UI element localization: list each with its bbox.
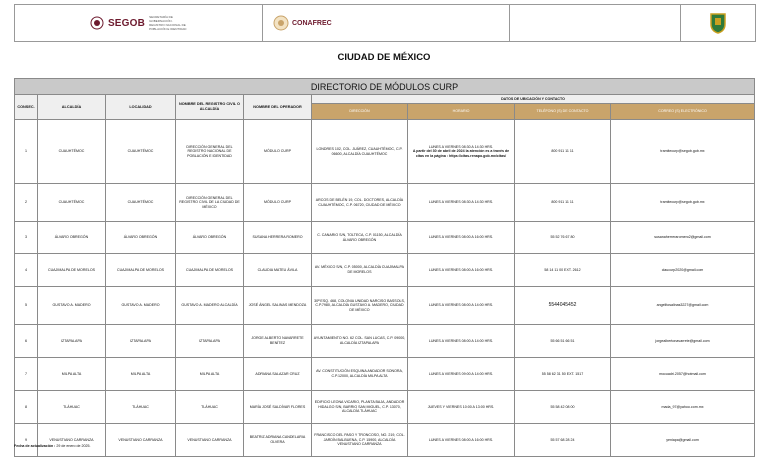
horario-text: LUNES A VIERNES 08:00 A 16:00 HRS.	[428, 437, 494, 442]
cell-direccion: AV. MÉXICO S/N, C.P. 05000, ALCALDÍA CUAJIMALPA DE MORELOS	[312, 254, 408, 287]
cell-direccion: AYUNTAMIENTO NO. 62 COL. SAN LUCAS, C.P. 09000, ALCALDÍA IZTAPALAPA	[312, 325, 408, 358]
cell-operador: MÓDULO CURP	[244, 120, 312, 184]
segob-logo-cell	[15, 5, 263, 41]
cell-correo[interactable]: susanaherreraromero2@gmail.com	[611, 222, 755, 254]
conafrec-wordmark: CONAFREC	[292, 19, 332, 27]
cell-alcaldia: ÁLVARO OBREGÓN	[38, 222, 106, 254]
cell-consec: 6	[15, 325, 38, 358]
col-localidad: LOCALIDAD	[106, 95, 176, 120]
horario-text: LUNES A VIERNES 08:30 A 14:30 HRS.	[428, 144, 494, 149]
empty-logo-cell	[510, 5, 681, 41]
logo-bar	[14, 4, 756, 42]
cell-direccion: C. CANARIO S/N, TOLTECA, C.P. 01150, ALCALDÍA ÁLVARO OBREGÓN	[312, 222, 408, 254]
col-correo: CORREO (S) ELECTRÓNICO	[611, 104, 755, 120]
update-date-value: 29 de enero de 2025.	[56, 444, 91, 448]
cell-alcaldia: CUAUHTÉMOC	[38, 184, 106, 222]
cell-consec: 7	[15, 358, 38, 391]
update-date-label: Fecha de actualización :	[14, 444, 56, 448]
cell-correo[interactable]: tramitecurp@segob.gob.mx	[611, 120, 755, 184]
cell-telefono: 55 58 62 31 50 EXT. 1517	[515, 358, 611, 391]
cell-telefono: 55 52 76 67 80	[515, 222, 611, 254]
cell-telefono: 55 57 68 28 24	[515, 424, 611, 457]
horario-text: LUNES A VIERNES 08:00 A 14:00 HRS.	[428, 303, 494, 308]
cell-telefono: 800 911 11 11	[515, 184, 611, 222]
cell-correo[interactable]: tramitecurp@segob.gob.mx	[611, 184, 755, 222]
cell-alcaldia: CUAJIMALPA DE MORELOS	[38, 254, 106, 287]
cell-correo[interactable]: mada_97@yahoo.com.mx	[611, 391, 755, 424]
cell-correo[interactable]: angelitosalinas3227@gmail.com	[611, 287, 755, 325]
table-row	[15, 120, 755, 184]
cell-registro: CUAJIMALPA DE MORELOS	[176, 254, 244, 287]
cell-localidad: IZTAPALAPA	[106, 325, 176, 358]
table-row	[15, 222, 755, 254]
cell-operador: ADRIANA SALAZAR CRUZ	[244, 358, 312, 391]
horario-note: A partir del 30 de abril de 2024 la atención es a través de citas en la página : https://citas.renapo.gob.mx/citas/	[412, 149, 510, 158]
cell-direccion: AV. CONSTITUCIÓN ESQUINA ANDADOR SONORA, C.P.12000, ALCALDÍA MILPA ALTA	[312, 358, 408, 391]
page-title: CIUDAD DE MÉXICO	[337, 52, 431, 63]
table-row	[15, 325, 755, 358]
cell-horario	[408, 424, 515, 457]
cell-alcaldia: TLÁHUAC	[38, 391, 106, 424]
segob-subtitle: SECRETARÍA DE GOBERNACIÓN · REGISTRO NACIONAL DE POBLACIÓN E IDENTIDAD	[149, 15, 187, 31]
table-row	[15, 391, 755, 424]
update-date-note	[14, 444, 91, 448]
conafrec-logo	[273, 15, 332, 31]
cell-localidad: ÁLVARO OBREGÓN	[106, 222, 176, 254]
cell-consec: 4	[15, 254, 38, 287]
cell-horario	[408, 358, 515, 391]
cell-telefono: 5544045452	[515, 287, 611, 325]
segob-wordmark: SEGOB	[107, 17, 146, 29]
cell-registro: GUSTAVO A. MADERO ALCALDÍA	[176, 287, 244, 325]
col-alcaldia: ALCALDÍA	[38, 95, 106, 120]
cdmx-shield-icon	[709, 12, 727, 34]
cell-horario	[408, 254, 515, 287]
cell-direccion: 30ª ESQ. 468, COLONIA UNIDAD NARCISO BASSOLS, C.P.7980, ALCALDÍA GUSTAVO A. MADERO, CIUDAD DE MÉXICO	[312, 287, 408, 325]
cell-alcaldia: MILPA ALTA	[38, 358, 106, 391]
cell-alcaldia: IZTAPALAPA	[38, 325, 106, 358]
cell-horario	[408, 325, 515, 358]
cell-consec: 2	[15, 184, 38, 222]
curp-directory-table	[14, 78, 755, 457]
table-row	[15, 254, 755, 287]
col-telefono: TELÉFONO (S) DE CONTACTO	[515, 104, 611, 120]
segob-logo	[90, 15, 187, 31]
cell-operador: BEATRIZ ADRIANA CANDELARIA OLVERA	[244, 424, 312, 457]
cell-telefono: 55 58 42 08 00	[515, 391, 611, 424]
cell-horario	[408, 184, 515, 222]
cell-consec: 9	[15, 424, 38, 457]
cell-direccion: FRANCISCO DEL PASO Y TRONCOSO, NO. 219, COL. JARDÍN BALBUENA, C.P. 15900, ALCALDÍA VENUSTIANO CARRANZA	[312, 424, 408, 457]
cell-horario	[408, 287, 515, 325]
cell-direccion: EDIFICIO LEONA VICARIO, PLANTA BAJA, ANDADOR HIDALGO S/N, BARRIO SAN MIGUEL, C.P. 13070, ALCALDÍA TLÁHUAC	[312, 391, 408, 424]
cell-direccion: LONDRES 102, COL. JUÁREZ, CUAUHTÉMOC, C.P. 06600, ALCALDÍA CUAUHTÉMOC	[312, 120, 408, 184]
cell-consec: 3	[15, 222, 38, 254]
cell-localidad: GUSTAVO A. MADERO	[106, 287, 176, 325]
cell-telefono: 58 14 11 00 EXT. 2612	[515, 254, 611, 287]
cell-operador: SUSANA HERRERA ROMERO	[244, 222, 312, 254]
col-operador: NOMBRE DEL OPERADOR	[244, 95, 312, 120]
horario-text: LUNES A VIERNES 08:00 A 14:00 HRS.	[428, 338, 494, 343]
cell-correo[interactable]: mocuadri.2057@hotmail.com	[611, 358, 755, 391]
cell-operador: CLAUDIA MATEU ÁVILA	[244, 254, 312, 287]
eagle-seal-icon	[90, 16, 104, 30]
cell-horario	[408, 222, 515, 254]
cell-operador: JOSÉ ÁNGEL SALINAS MENDOZA	[244, 287, 312, 325]
directory-heading: DIRECTORIO DE MÓDULOS CURP	[15, 79, 755, 95]
cell-telefono: 55 66 51 66 51	[515, 325, 611, 358]
table-row	[15, 184, 755, 222]
cell-direccion: ARCOS DE BELÉN 19, COL. DOCTORES, ALCALDÍA CUAUHTÉMOC, C.P. 06720, CIUDAD DE MÉXICO	[312, 184, 408, 222]
col-registro: NOMBRE DEL REGISTRO CIVIL O ALCALDÍA	[176, 95, 244, 120]
horario-text: LUNES A VIERNES 08:30 A 14:30 HRS.	[428, 200, 494, 205]
horario-text: LUNES A VIERNES 09:00 A 14:00 HRS.	[428, 371, 494, 376]
cell-localidad: MILPA ALTA	[106, 358, 176, 391]
cell-registro: IZTAPALAPA	[176, 325, 244, 358]
conafrec-emblem-icon	[273, 15, 289, 31]
cell-consec: 1	[15, 120, 38, 184]
cell-registro: DIRECCIÓN GENERAL DEL REGISTRO CIVIL DE LA CIUDAD DE MÉXICO	[176, 184, 244, 222]
cell-alcaldia: CUAUHTÉMOC	[38, 120, 106, 184]
cell-consec: 5	[15, 287, 38, 325]
conafrec-logo-cell	[263, 5, 510, 41]
horario-text: LUNES A VIERNES 08:00 A 16:00 HRS.	[428, 235, 494, 240]
cell-correo[interactable]: jorgealbertonavarrete@gmail.com	[611, 325, 755, 358]
horario-text: JUEVES Y VIERNES 10:00 A 13:00 HRS.	[427, 404, 495, 409]
cell-operador: JORGE ALBERTO NAVARRETE BENÍTEZ	[244, 325, 312, 358]
cell-correo[interactable]: claucurp2020@gmail.com	[611, 254, 755, 287]
cell-localidad: VENUSTIANO CARRANZA	[106, 424, 176, 457]
cell-registro: TLÁHUAC	[176, 391, 244, 424]
cell-registro: VENUSTIANO CARRANZA	[176, 424, 244, 457]
col-horario: HORARIO	[408, 104, 515, 120]
cell-horario	[408, 391, 515, 424]
cell-registro: DIRECCIÓN GENERAL DEL REGISTRO NACIONAL DE POBLACIÓN E IDENTIDAD	[176, 120, 244, 184]
horario-text: LUNES A VIERNES 08:00 A 16:00 HRS.	[428, 267, 494, 272]
col-consec: CONSEC.	[15, 95, 38, 120]
cell-localidad: CUAJIMALPA DE MORELOS	[106, 254, 176, 287]
cell-operador: MÓDULO CURP	[244, 184, 312, 222]
cell-alcaldia: GUSTAVO A. MADERO	[38, 287, 106, 325]
cell-operador: MARÍA JOSÉ SALDÍVAR FLORES	[244, 391, 312, 424]
cell-localidad: TLÁHUAC	[106, 391, 176, 424]
table-row	[15, 287, 755, 325]
cell-registro: ÁLVARO OBREGÓN	[176, 222, 244, 254]
table-row	[15, 424, 755, 457]
table-row	[15, 358, 755, 391]
cell-correo[interactable]: yeniapa@gmail.com	[611, 424, 755, 457]
cell-localidad: CUAUHTÉMOC	[106, 120, 176, 184]
cell-localidad: CUAUHTÉMOC	[106, 184, 176, 222]
contact-data-heading: DATOS DE UBICACIÓN Y CONTACTO	[312, 95, 755, 104]
cell-horario	[408, 120, 515, 184]
cdmx-shield-cell	[681, 5, 755, 41]
col-direccion: DIRECCIÓN	[312, 104, 408, 120]
cell-registro: MILPA ALTA	[176, 358, 244, 391]
cell-telefono: 800 911 11 11	[515, 120, 611, 184]
cell-consec: 8	[15, 391, 38, 424]
cell-alcaldia: VENUSTIANO CARRANZA	[38, 424, 106, 457]
